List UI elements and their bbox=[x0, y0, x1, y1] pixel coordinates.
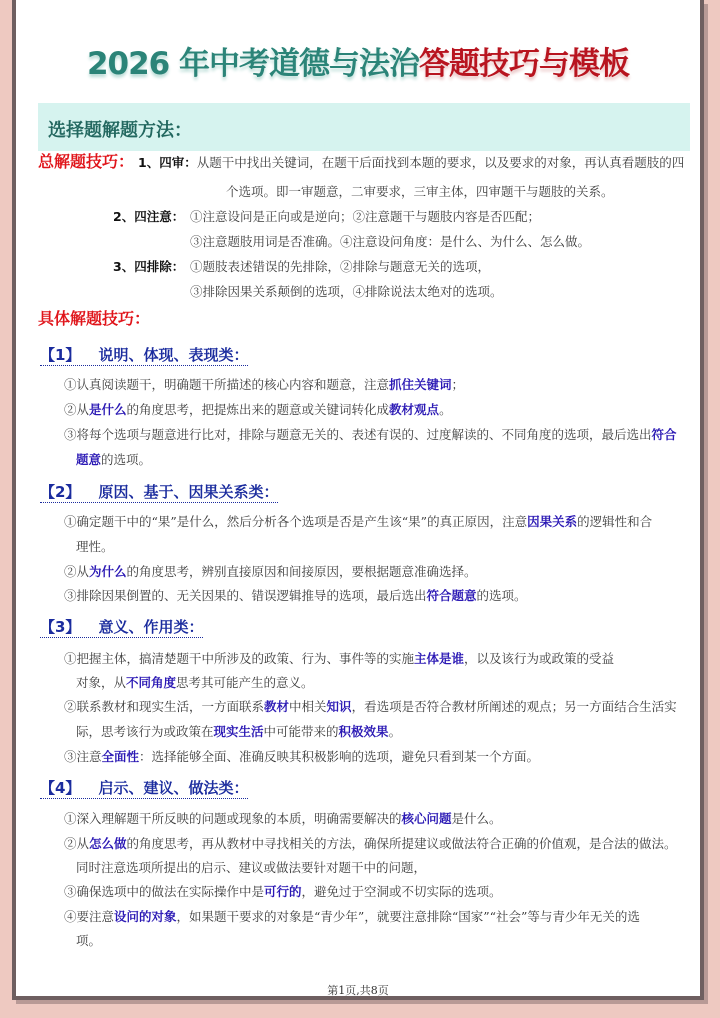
body-text: ； bbox=[451, 377, 465, 392]
body-text: ：选择能够全面、准确反映其积极影响的选项，避免只看到某一个方面。 bbox=[139, 749, 540, 764]
tip-line bbox=[64, 563, 477, 581]
title-part-1: 2026 年中考道德与法治 bbox=[86, 46, 420, 82]
item-text: ③注意题肢用词是否准确。④注意设问角度：是什么、为什么、怎么做。 bbox=[190, 234, 591, 249]
tip-line bbox=[64, 748, 539, 766]
section-heading-text: 原因、基于、因果关系类： bbox=[98, 483, 279, 501]
body-text: 项。 bbox=[76, 933, 102, 948]
section-title: 选择题解题方法： bbox=[48, 120, 192, 141]
item-label: 3、四排除： bbox=[113, 259, 185, 274]
body-text: ①把握主体，搞清楚题干中所涉及的政策、行为、事件等的实施 bbox=[64, 651, 415, 666]
body-text: 的角度思考，辨别直接原因和间接原因，要根据题意准确选择。 bbox=[126, 564, 477, 579]
section-heading-text: 说明、体现、表现类： bbox=[98, 346, 249, 364]
body-text: 际，思考该行为或政策在 bbox=[76, 724, 214, 739]
section-banner bbox=[38, 103, 690, 151]
body-text: 的角度思考，把提炼出来的题意或关键词转化成 bbox=[126, 402, 390, 417]
highlight-text: 可行的 bbox=[264, 884, 302, 899]
body-text: 。 bbox=[388, 724, 402, 739]
body-text: ，看选项是否符合教材所阐述的观点；另一方面结合生活实 bbox=[351, 699, 677, 714]
item-text: ③排除因果关系颠倒的选项，④排除说法太绝对的选项。 bbox=[190, 284, 503, 299]
highlight-text: 教材观点 bbox=[389, 402, 440, 417]
body-text: 理性。 bbox=[76, 539, 114, 554]
body-text: 。 bbox=[439, 402, 452, 417]
body-text: ②从 bbox=[64, 836, 90, 851]
tip-line bbox=[64, 835, 677, 853]
tip-line bbox=[64, 883, 502, 901]
section-heading bbox=[40, 345, 248, 366]
tip-line bbox=[76, 859, 426, 877]
page-footer: 第1页,共8页 bbox=[327, 984, 389, 997]
tip-line bbox=[64, 426, 677, 444]
highlight-text: 怎么做 bbox=[89, 836, 127, 851]
section-heading-text: 意义、作用类： bbox=[98, 618, 204, 636]
tip-line bbox=[64, 698, 677, 716]
body-text: ①确定题干中的“果”是什么，然后分析各个选项是否是产生该“果”的真正原因，注意 bbox=[64, 514, 528, 529]
item-label: 1、四审： bbox=[138, 155, 197, 170]
highlight-text: 全面性 bbox=[101, 749, 140, 764]
item-text: ①题肢表述错误的先排除，②排除与题意无关的选项， bbox=[190, 259, 491, 274]
body-text: 的选项。 bbox=[476, 588, 527, 603]
section-number: 【3】 bbox=[40, 618, 81, 636]
section-number: 【1】 bbox=[40, 346, 81, 364]
body-text: 是什么。 bbox=[451, 811, 502, 826]
section-heading bbox=[40, 778, 248, 799]
body-text: ③注意 bbox=[64, 749, 102, 764]
tip-line bbox=[64, 650, 614, 668]
body-text: 思考其可能产生的意义。 bbox=[176, 675, 314, 690]
tip-line bbox=[64, 513, 652, 531]
body-text: ②从 bbox=[64, 402, 90, 417]
highlight-text: 因果关系 bbox=[527, 514, 578, 529]
tip-line bbox=[64, 810, 502, 828]
body-text: ，如果题干要求的对象是“青少年”，就要注意排除“国家”“社会”等与青少年无关的选 bbox=[176, 909, 640, 924]
body-text: 中可能带来的 bbox=[263, 724, 339, 739]
general-label: 总解题技巧： bbox=[38, 152, 135, 171]
body-text: 同时注意选项所提出的启示、建议或做法要针对题干中的问题， bbox=[76, 860, 427, 875]
tip-line bbox=[76, 451, 151, 469]
general-row-1 bbox=[38, 153, 684, 172]
section-heading-text: 启示、建议、做法类： bbox=[98, 779, 249, 797]
general-row-2 bbox=[113, 208, 540, 226]
item-label: 2、四注意： bbox=[113, 209, 185, 224]
highlight-text: 抓住关键词 bbox=[389, 377, 452, 392]
body-text: ③确保选项中的做法在实际操作中是 bbox=[64, 884, 265, 899]
tip-line bbox=[76, 932, 101, 950]
highlight-text: 符合 bbox=[651, 427, 677, 442]
body-text: ①认真阅读题干，明确题干所描述的核心内容和题意，注意 bbox=[64, 377, 390, 392]
body-text: ，避免过于空洞或不切实际的选项。 bbox=[301, 884, 502, 899]
body-text: 的选项。 bbox=[101, 452, 152, 467]
highlight-text: 是什么 bbox=[89, 402, 127, 417]
highlight-text: 核心问题 bbox=[401, 811, 452, 826]
body-text: ①深入理解题干所反映的问题或现象的本质，明确需要解决的 bbox=[64, 811, 402, 826]
general-row-3 bbox=[113, 258, 490, 276]
body-text: ③将每个选项与题意进行比对，排除与题意无关的、表述有误的、过度解读的、不同角度的选项，最后选出 bbox=[64, 427, 652, 442]
body-text: 中相关 bbox=[289, 699, 327, 714]
highlight-text: 教材 bbox=[264, 699, 290, 714]
highlight-text: 不同角度 bbox=[126, 675, 177, 690]
title-part-2: 答题技巧与模板 bbox=[419, 46, 630, 82]
highlight-text: 积极效果 bbox=[338, 724, 389, 739]
body-text: 的逻辑性和合 bbox=[577, 514, 653, 529]
tip-line bbox=[76, 674, 314, 692]
section-heading bbox=[40, 482, 278, 503]
body-text: ③排除因果倒置的、无关因果的、错误逻辑推导的选项，最后选出 bbox=[64, 588, 427, 603]
item-text: 个选项。即一审题意，二审要求，三审主体，四审题干与题肢的关系。 bbox=[226, 184, 614, 199]
highlight-text: 符合题意 bbox=[426, 588, 477, 603]
tip-line bbox=[76, 723, 401, 741]
body-text: ，以及该行为或政策的受益 bbox=[464, 651, 615, 666]
highlight-text: 设问的对象 bbox=[114, 909, 177, 924]
body-text: ④要注意 bbox=[64, 909, 115, 924]
highlight-text: 知识 bbox=[326, 699, 352, 714]
document-page bbox=[12, 0, 704, 1000]
item-text: 从题干中找出关键词，在题干后面找到本题的要求，以及要求的对象，再认真看题肢的四 bbox=[196, 155, 685, 170]
highlight-text: 题意 bbox=[76, 452, 102, 467]
tip-line bbox=[64, 908, 640, 926]
item-text: ①注意设问是正向或是逆向；②注意题干与题肢内容是否匹配； bbox=[190, 209, 541, 224]
body-text: ②联系教材和现实生活，一方面联系 bbox=[64, 699, 265, 714]
tip-line bbox=[64, 376, 464, 394]
tip-line bbox=[76, 538, 114, 556]
body-text: 的角度思考，再从教材中寻找相关的方法，确保所提建议或做法符合正确的价值观，是合法的做法。 bbox=[126, 836, 677, 851]
section-heading bbox=[40, 617, 203, 638]
highlight-text: 现实生活 bbox=[213, 724, 264, 739]
body-text: ②从 bbox=[64, 564, 90, 579]
highlight-text: 主体是谁 bbox=[414, 651, 465, 666]
tip-line bbox=[64, 401, 452, 419]
highlight-text: 为什么 bbox=[89, 564, 127, 579]
section-number: 【2】 bbox=[40, 483, 81, 501]
specific-label: 具体解题技巧： bbox=[38, 309, 151, 328]
tip-line bbox=[64, 587, 527, 605]
section-number: 【4】 bbox=[40, 779, 81, 797]
body-text: 对象，从 bbox=[76, 675, 127, 690]
document-title bbox=[16, 38, 700, 83]
